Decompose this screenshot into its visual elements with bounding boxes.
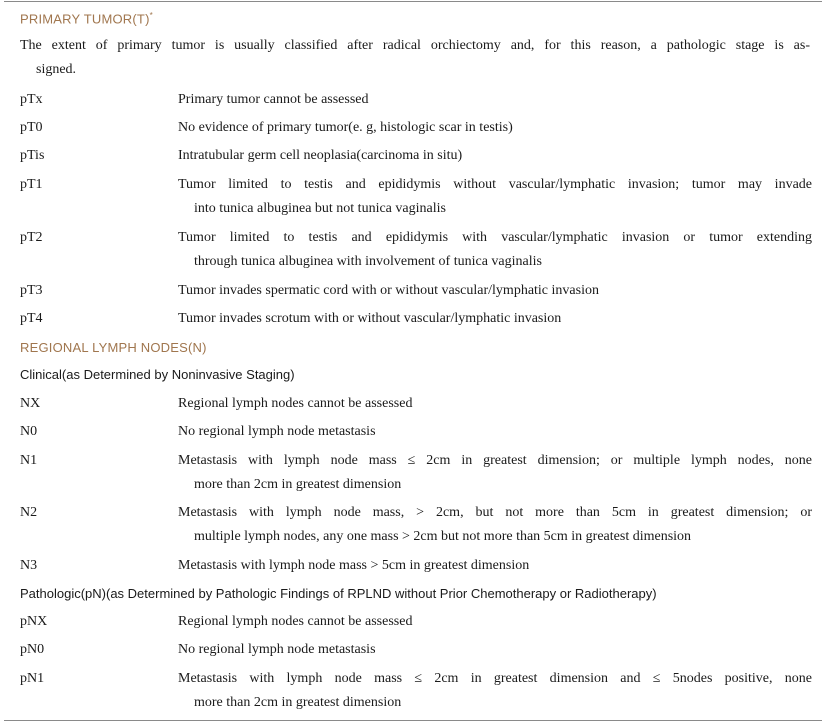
stage-description <box>178 554 812 578</box>
stage-code: N0 <box>20 424 38 439</box>
stage-code: pT3 <box>20 283 43 298</box>
stage-description <box>178 144 812 168</box>
stage-description <box>178 449 812 497</box>
stage-description <box>178 501 812 549</box>
top-rule <box>4 1 822 2</box>
stage-code: pT1 <box>20 177 43 192</box>
description-line: Metastasis with lymph node mass, > 2cm, but not more than 5cm in greatest dimension; or <box>178 505 812 520</box>
primary-tumor-heading-text: PRIMARY TUMOR(T) <box>20 11 150 27</box>
description-line: more than 2cm in greatest dimension <box>194 695 402 710</box>
regional-nodes-heading: REGIONAL LYMPH NODES(N) <box>20 340 207 355</box>
intro-line-2: signed. <box>36 62 77 77</box>
stage-description <box>178 88 812 112</box>
pathologic-subheading: Pathologic(pN)(as Determined by Pathologic Findings of RPLND without Prior Chemotherapy or Radiotherapy) <box>20 586 657 601</box>
primary-tumor-heading <box>20 11 153 26</box>
description-line: multiple lymph nodes, any one mass > 2cm but not more than 5cm in greatest dimension <box>194 529 692 544</box>
description-line: Metastasis with lymph node mass ≤ 2cm in greatest dimension; or multiple lymph nodes, none <box>178 453 812 468</box>
bottom-rule <box>4 720 822 721</box>
stage-description <box>178 116 812 140</box>
stage-description <box>178 279 812 303</box>
stage-code: pTx <box>20 92 43 107</box>
stage-code: N3 <box>20 558 38 573</box>
stage-description <box>178 307 812 331</box>
description-line: Primary tumor cannot be assessed <box>178 92 369 107</box>
description-line: No regional lymph node metastasis <box>178 642 376 657</box>
footnote-mark: * <box>149 11 153 20</box>
stage-description <box>178 392 812 416</box>
description-line: Tumor invades scrotum with or without vascular/lymphatic invasion <box>178 311 562 326</box>
stage-code: pT4 <box>20 311 43 326</box>
stage-description <box>178 226 812 274</box>
description-line: Tumor limited to testis and epididymis without vascular/lymphatic invasion; tumor may invade <box>178 177 812 192</box>
description-line: Tumor limited to testis and epididymis with vascular/lymphatic invasion or tumor extending <box>178 230 812 245</box>
stage-code: NX <box>20 396 41 411</box>
description-line: more than 2cm in greatest dimension <box>194 477 402 492</box>
stage-code: pN0 <box>20 642 45 657</box>
clinical-subheading: Clinical(as Determined by Noninvasive Staging) <box>20 367 295 382</box>
stage-code: pT2 <box>20 230 43 245</box>
description-line: Intratubular germ cell neoplasia(carcinoma in situ) <box>178 148 463 163</box>
description-line: Metastasis with lymph node mass ≤ 2cm in greatest dimension and ≤ 5nodes positive, none <box>178 671 812 686</box>
stage-description <box>178 420 812 444</box>
description-line: through tunica albuginea with involvement of tunica vaginalis <box>194 254 542 269</box>
stage-code: pN1 <box>20 671 45 686</box>
stage-code: N2 <box>20 505 38 520</box>
stage-description <box>178 610 812 634</box>
stage-code: pTis <box>20 148 45 163</box>
description-line: No evidence of primary tumor(e. g, histologic scar in testis) <box>178 120 513 135</box>
description-line: Regional lymph nodes cannot be assessed <box>178 614 413 629</box>
stage-description <box>178 173 812 221</box>
stage-code: pNX <box>20 614 48 629</box>
stage-code: pT0 <box>20 120 43 135</box>
description-line: Regional lymph nodes cannot be assessed <box>178 396 413 411</box>
description-line: No regional lymph node metastasis <box>178 424 376 439</box>
description-line: Metastasis with lymph node mass > 5cm in greatest dimension <box>178 558 530 573</box>
stage-description <box>178 667 812 715</box>
description-line: Tumor invades spermatic cord with or without vascular/lymphatic invasion <box>178 283 599 298</box>
intro-line-1: The extent of primary tumor is usually classified after radical orchiectomy and, for this reason, a pathologic stage is as- <box>20 38 810 53</box>
description-line: into tunica albuginea but not tunica vaginalis <box>194 201 446 216</box>
stage-description <box>178 638 812 662</box>
primary-tumor-intro <box>20 34 810 82</box>
stage-code: N1 <box>20 453 38 468</box>
